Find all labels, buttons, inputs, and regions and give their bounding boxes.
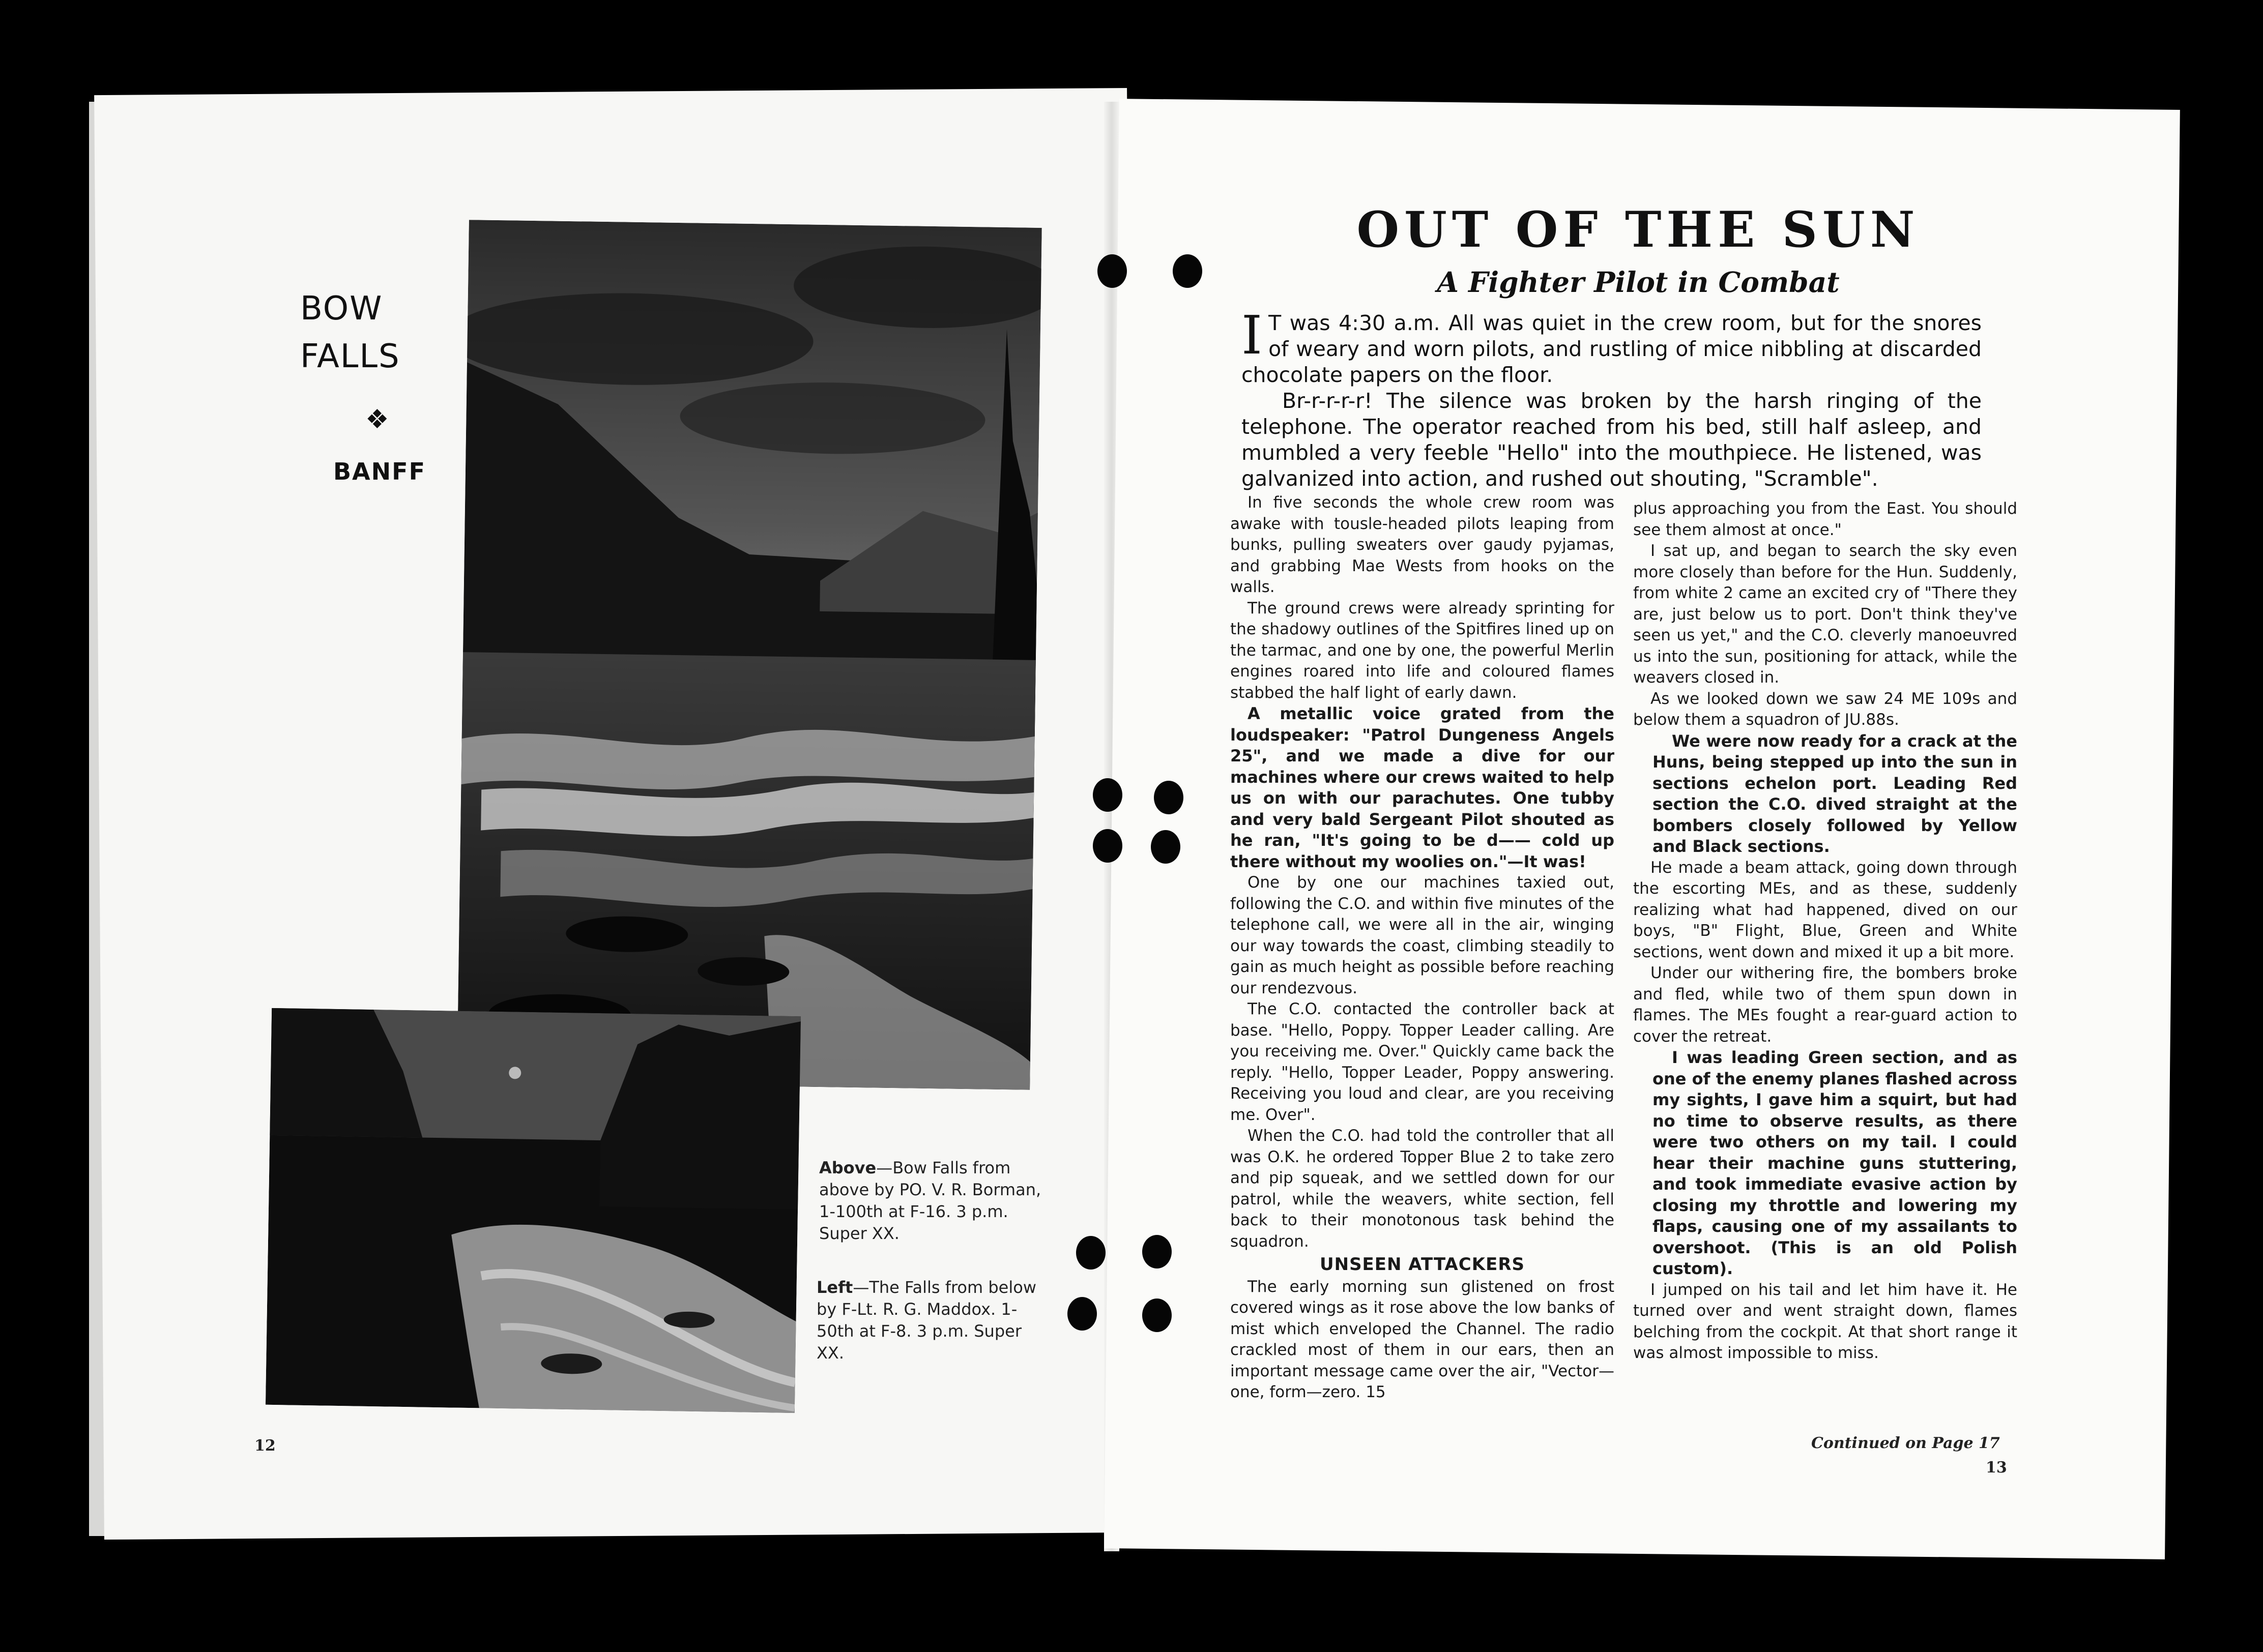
lead-paragraph-1: T was 4:30 a.m. All was quiet in the crew room, but for the snores of weary and worn pilots, and rustling of mice nibbling at discarded chocolate papers on the floor. [1241, 311, 1982, 387]
heading-line-1: BOW [300, 290, 383, 328]
article-subtitle: A Fighter Pilot in Combat [1437, 266, 1840, 299]
drop-cap: I [1241, 304, 1263, 366]
location-label: BANFF [333, 458, 426, 485]
article-title: OUT OF THE SUN [1356, 201, 1920, 258]
paragraph: The ground crews were already sprinting for the shadowy outlines of the Spitfires lined up on the tarmac, and one by one, the powerful Merlin engines roared into life and coloured flames stabbed the half light of early dawn. [1230, 599, 1614, 702]
bold-paragraph: We were now ready for a crack at the Huns, being stepped up into the sun in sections echelon port. Leading Red section the C.O. dived straight at the bombers closely followed by Yellow and Black sections. [1652, 731, 2017, 856]
binding-hole [1173, 254, 1202, 288]
paragraph: Under our withering fire, the bombers broke and fled, while two of them spun down in flames. The MEs fought a rear-guard action to cover the retreat. [1633, 964, 2017, 1046]
binding-hole [1142, 1299, 1172, 1332]
binding-hole [1097, 254, 1127, 288]
article-column-2 [1633, 498, 2017, 1364]
paragraph: One by one our machines taxied out, following the C.O. and within five minutes of the telephone call, we were all in the air, winging our way towards the coast, climbing steadily to gain as much height as possible before reaching our rendezvous. [1230, 873, 1614, 997]
ornament-icon: ❖ [365, 405, 389, 434]
continued-note: Continued on Page 17 [1811, 1434, 2000, 1452]
caption-left-label: Left [817, 1278, 853, 1297]
paragraph: I sat up, and began to search the sky even more closely than before for the Hun. Suddenly, from white 2 came an excited cry of "There they are, just below us to port. Don't think they've seen us yet," and the C.O. cleverly manoeuvred us into the sun, positioning for attack, while the weavers closed in. [1633, 542, 2017, 687]
caption-above [819, 1157, 1043, 1245]
bold-paragraph: A metallic voice grated from the loudspeaker: "Patrol Dungeness Angels 25", and we made a dive for our machines where our crews waited to help us on with our parachutes. One tubby and very bald Sergeant Pilot shouted as he ran, "It's going to be d—— cold up there without my woolies on."—It was! [1230, 704, 1614, 871]
binding-hole [1154, 781, 1183, 814]
bold-paragraph: I was leading Green section, and as one of the enemy planes flashed across my sights, I gave him a squirt, but had no time to observe results, as there were two others on my tail. I could hear their machine guns stuttering, and took immediate evasive action by closing my throttle and lowering my flaps, causing one of my assailants to overshoot. (This is an old Polish custom). [1652, 1048, 2017, 1278]
left-page-number: 12 [254, 1437, 276, 1455]
paragraph: The early morning sun glistened on frost covered wings as it rose above the low banks of mist which enveloped the Channel. The radio crackled most of them in our ears, then an important message came over the air, "Vector—one, form—zero. 15 [1230, 1277, 1614, 1401]
caption-above-text: —Bow Falls from above by PO. V. R. Borman, 1-100th at F-16. 3 p.m. Super XX. [819, 1158, 1041, 1243]
binding-hole [1151, 830, 1180, 864]
binding-hole [1093, 829, 1122, 863]
paragraph: plus approaching you from the East. You should see them almost at once." [1633, 499, 2017, 539]
paragraph: He made a beam attack, going down through the escorting MEs, and as these, suddenly realizing what had happened, dived on our boys, "B" Flight, Blue, Green and White sections, went down and mixed it up a bit more. [1633, 858, 2017, 961]
paragraph: In five seconds the whole crew room was awake with tousle-headed pilots leaping from bunks, pulling sweaters over gaudy pyjamas, and grabbing Mae Wests from hooks on the walls. [1230, 493, 1614, 596]
article-lead [1241, 304, 1982, 492]
paragraph: I jumped on his tail and let him have it. He turned over and went straight down, flames belching from the cockpit. At that short range it was almost impossible to miss. [1633, 1280, 2017, 1362]
paragraph: As we looked down we saw 24 ME 109s and below them a squadron of JU.88s. [1633, 689, 2017, 729]
caption-left [817, 1277, 1040, 1364]
paragraph: When the C.O. had told the controller that all was O.K. he ordered Topper Blue 2 to take zero and pip squeak, and we settled down for our patrol, while the weavers, white section, fell back to their monotonous task behind the squadron. [1230, 1127, 1614, 1251]
binding-hole [1093, 778, 1122, 812]
binding-hole [1076, 1236, 1106, 1270]
bow-falls-above-photo [457, 220, 1042, 1090]
paragraph: The C.O. contacted the controller back at base. "Hello, Poppy. Topper Leader calling. Are you receiving me. Over." Quickly came back the reply. "Hello, Topper Leader, Poppy answering. Receiving you loud and clear, are you receiving me. Over". [1230, 1000, 1614, 1124]
binding-hole [1067, 1297, 1097, 1331]
caption-left-text: —The Falls from below by F-Lt. R. G. Maddox. 1-50th at F-8. 3 p.m. Super XX. [817, 1278, 1036, 1363]
caption-above-label: Above [819, 1158, 877, 1177]
right-page-number: 13 [1986, 1459, 2007, 1477]
heading-line-2: FALLS [300, 338, 400, 375]
bow-falls-below-photo [266, 1008, 801, 1413]
article-column-1 [1230, 492, 1614, 1403]
section-heading: UNSEEN ATTACKERS [1320, 1254, 1525, 1275]
article-heading [300, 285, 400, 380]
lead-paragraph-2: Br-r-r-r-r! The silence was broken by the harsh ringing of the telephone. The operator reached from his bed, still half asleep, and mumbled a very feeble "Hello" into the mouthpiece. He listened, was galvanized into action, and rushed out shouting, "Scramble". [1241, 389, 1982, 491]
binding-hole [1142, 1235, 1172, 1268]
